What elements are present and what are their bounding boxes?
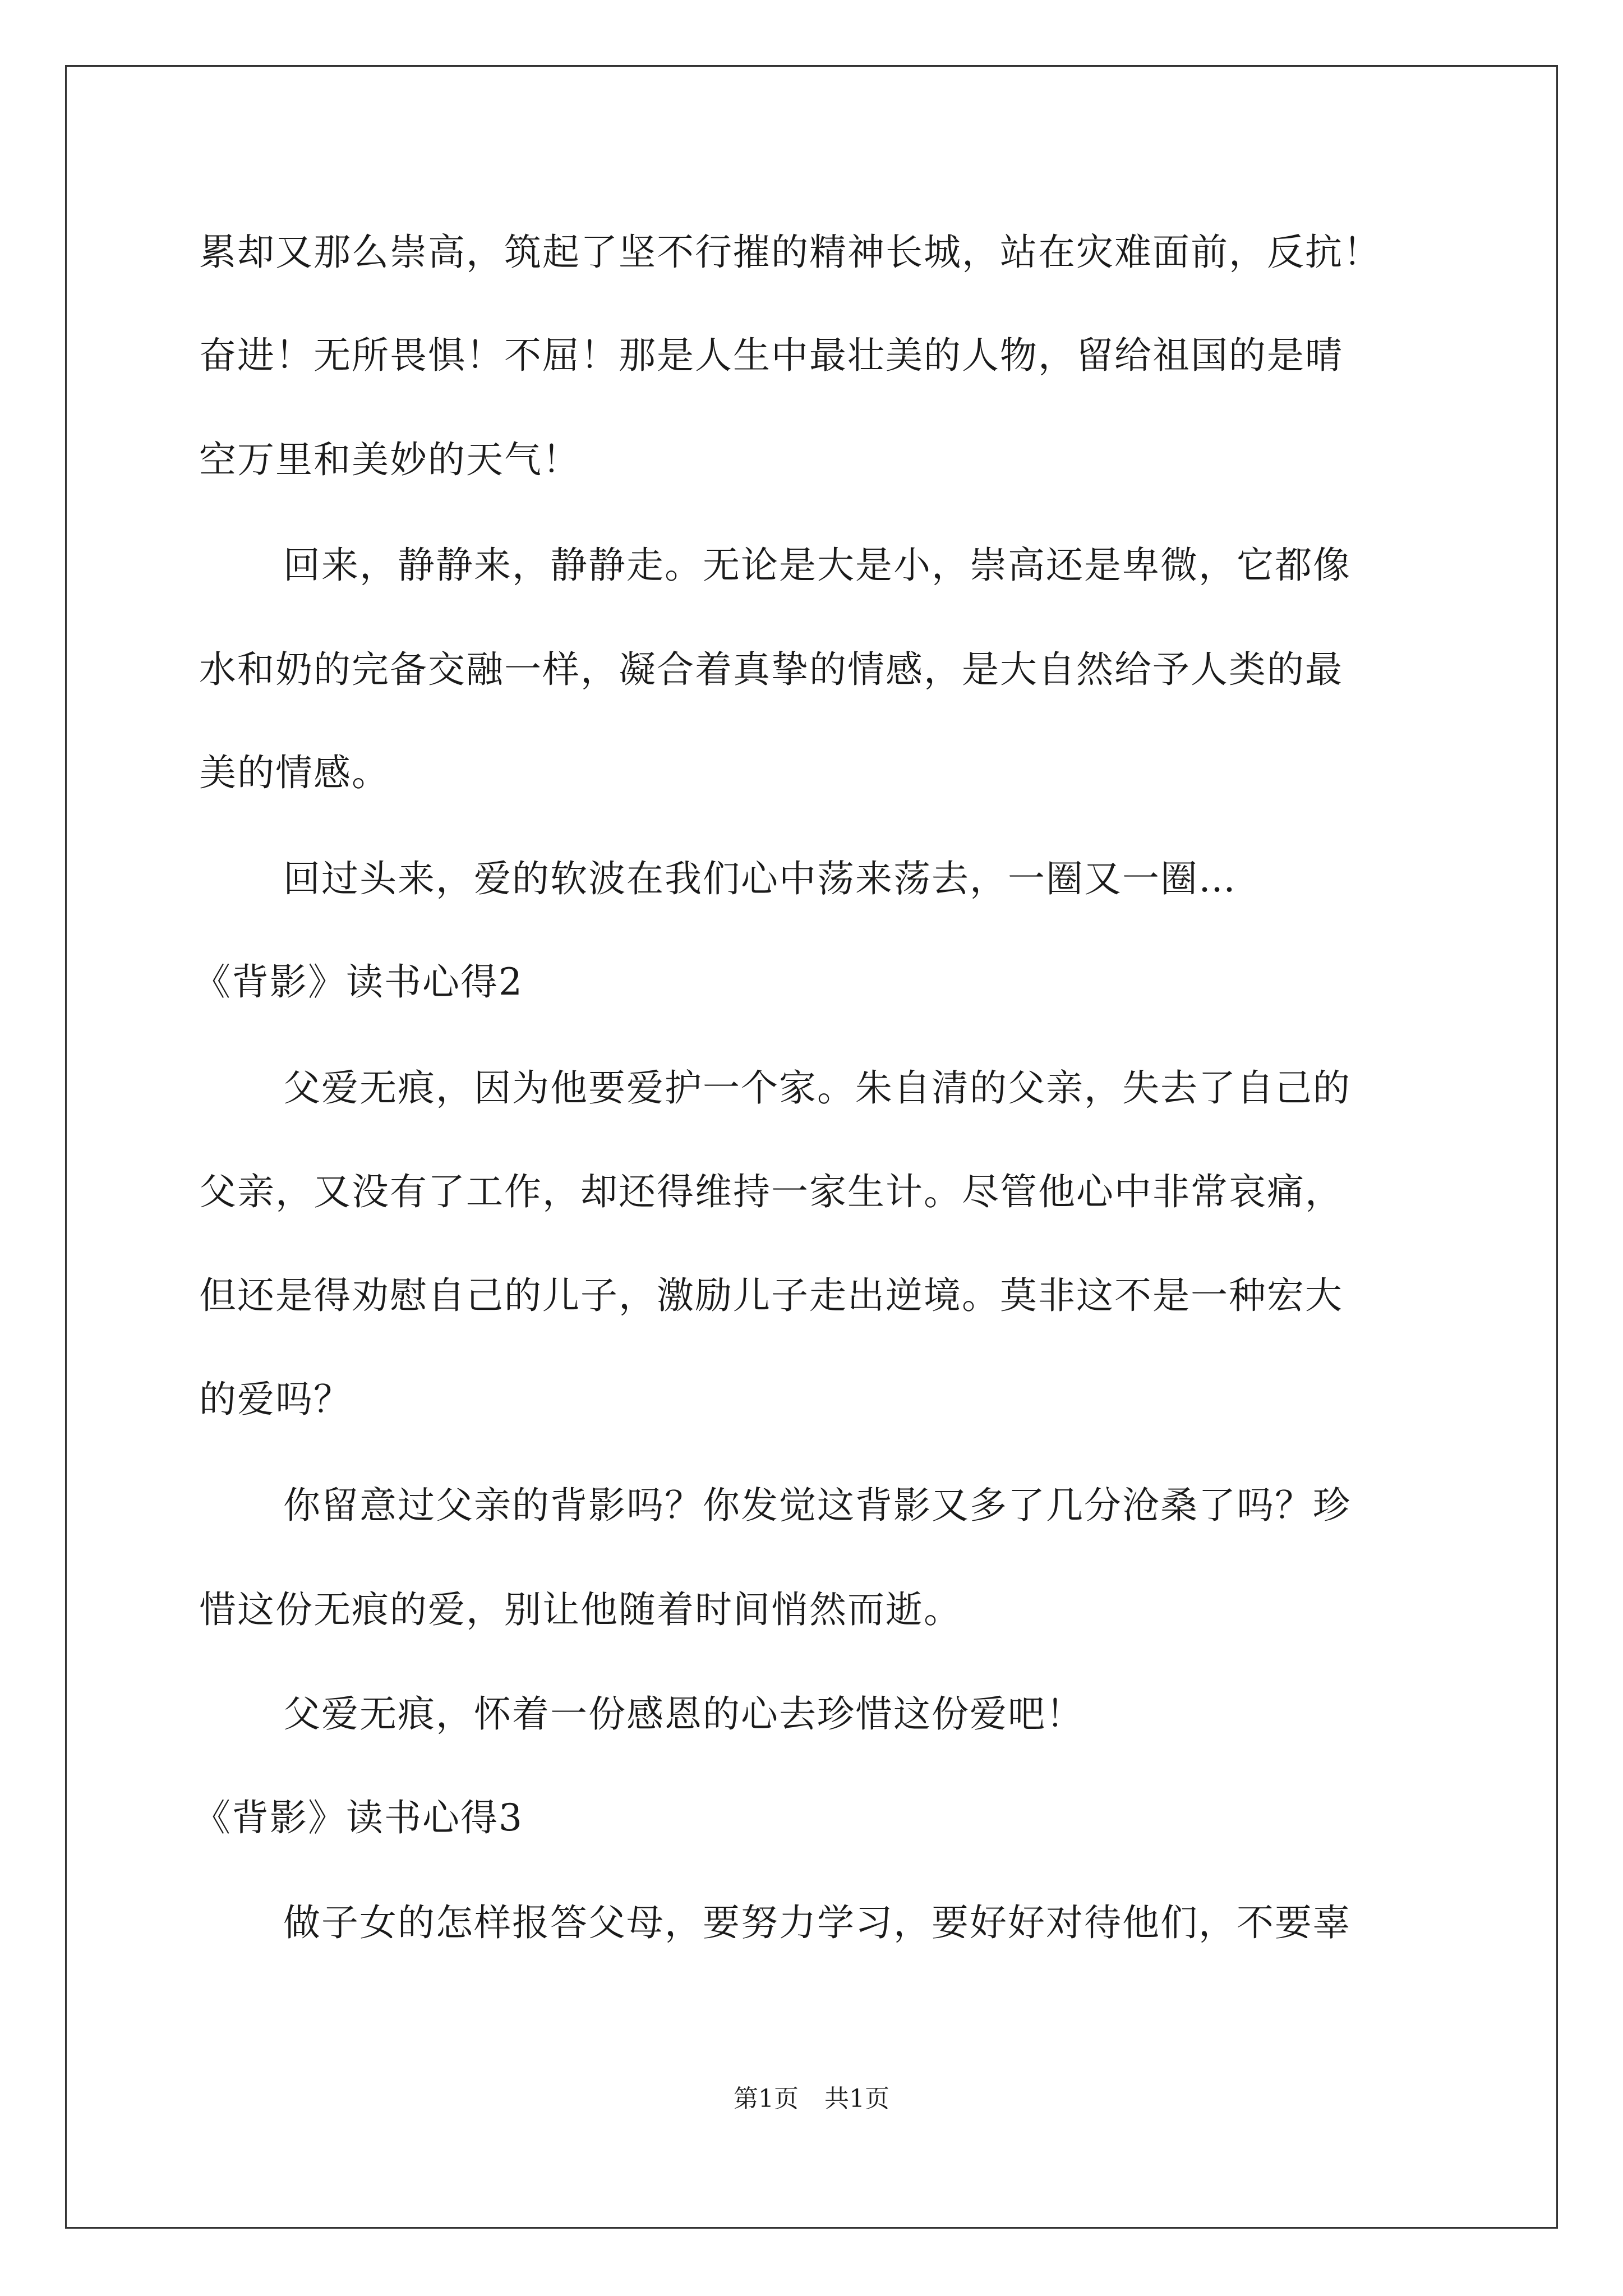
page-total: 共1页 xyxy=(824,2085,889,2113)
paragraph-line: 空万里和美妙的天气！ xyxy=(199,438,580,481)
paragraph-line: 父亲，又没有了工作，却还得维持一家生计。尽管他心中非常哀痛， xyxy=(199,1170,1343,1213)
paragraph-line: 做子女的怎样报答父母，要努力学习，要好好对待他们，不要辜 xyxy=(283,1901,1351,1944)
paragraph-line: 父爱无痕，因为他要爱护一个家。朱自清的父亲，失去了自己的 xyxy=(283,1066,1351,1110)
paragraph-line: 你留意过父亲的背影吗？你发觉这背影又多了几分沧桑了吗？珍 xyxy=(283,1484,1351,1527)
page-number: 第1页 xyxy=(734,2085,799,2113)
section-heading: 《背影》读书心得2 xyxy=(193,960,523,1004)
paragraph-line: 的爱吗？ xyxy=(199,1378,352,1421)
paragraph-line: 回来，静静来，静静走。无论是大是小，崇高还是卑微，它都像 xyxy=(283,544,1351,587)
paragraph-line: 奋进！无所畏惧！不屈！那是人生中最壮美的人物，留给祖国的是晴 xyxy=(199,334,1343,377)
section-heading: 《背影》读书心得3 xyxy=(193,1796,523,1839)
paragraph-line: 累却又那么崇高，筑起了坚不行摧的精神长城，站在灾难面前，反抗！ xyxy=(199,231,1381,274)
paragraph-line: 水和奶的完备交融一样，凝合着真挚的情感，是大自然给予人类的最 xyxy=(199,648,1343,691)
page-footer xyxy=(0,2083,1623,2115)
paragraph-line: 美的情感。 xyxy=(199,751,390,794)
paragraph-line: 父爱无痕，怀着一份感恩的心去珍惜这份爱吧！ xyxy=(283,1692,1084,1736)
paragraph-line: 但还是得劝慰自己的儿子，激励儿子走出逆境。莫非这不是一种宏大 xyxy=(199,1274,1343,1317)
paragraph-line: 惜这份无痕的爱，别让他随着时间悄然而逝。 xyxy=(199,1588,962,1631)
paragraph-line: 回过头来，爱的软波在我们心中荡来荡去，一圈又一圈… xyxy=(283,857,1237,900)
